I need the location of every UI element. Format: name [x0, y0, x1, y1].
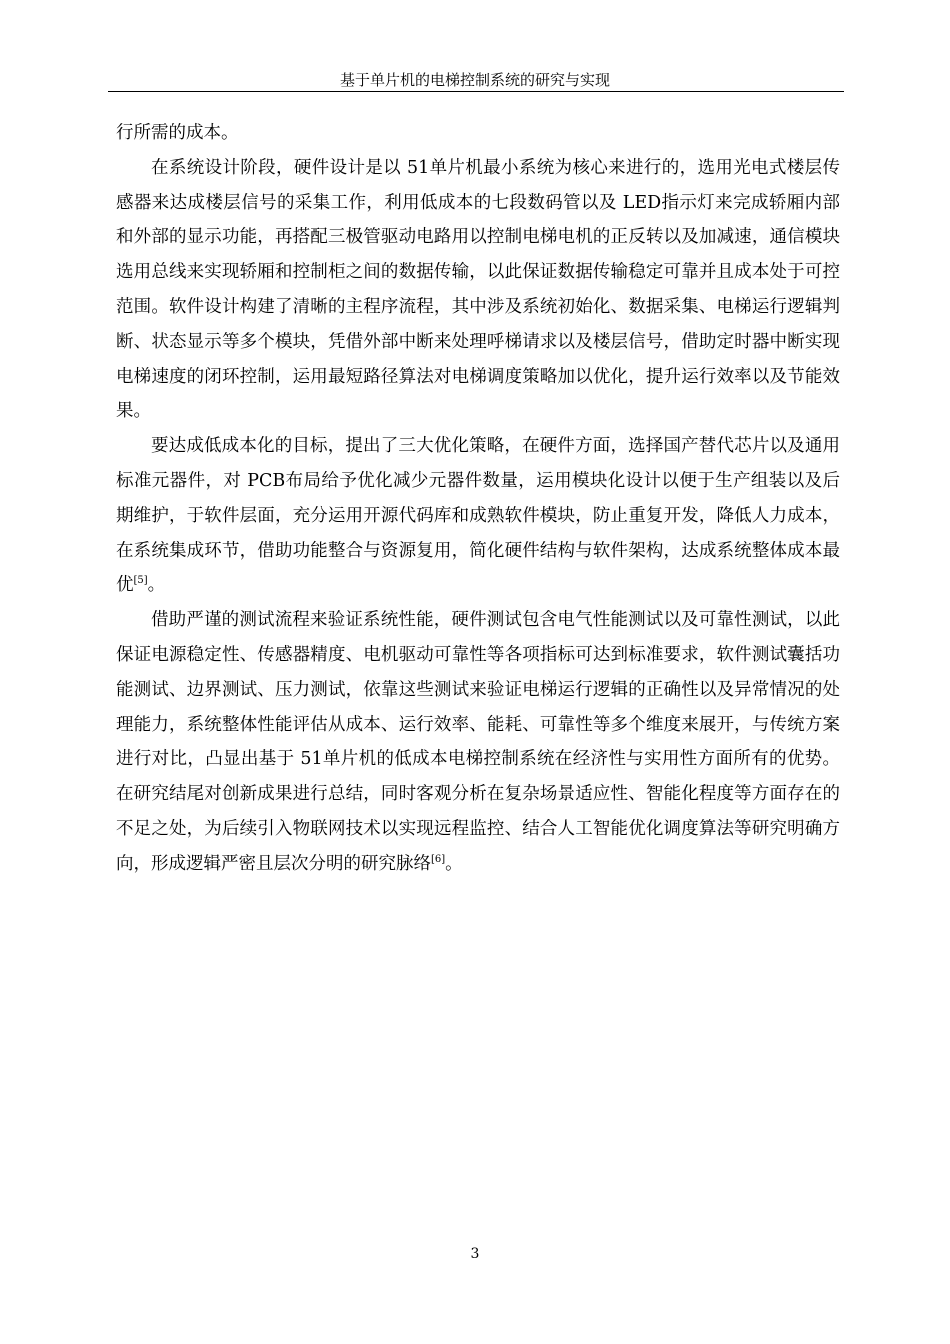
paragraph-cost-strategy — [116, 429, 840, 603]
paragraph-end-punctuation: 。 — [445, 853, 463, 874]
paragraph-system-design — [116, 151, 840, 429]
paragraph-text: 在系统设计阶段，硬件设计是以 51单片机最小系统为核心来进行的，选用光电式楼层传感器来达成楼层信号的采集工作，利用低成本的七段数码管以及 LED指示灯来完成轿厢内部和外部的显示功能，再搭配三极管驱动电路用以控制电梯电机的正反转以及加减速，通信模块选用总线来实现轿厢和控制柜之间的数据传输，以此保证数据传输稳定可靠并且成本处于可控范围。软件设计构建了清晰的主程序流程，其中涉及系统初始化、数据采集、电梯运行逻辑判断、状态显示等多个模块，凭借外部中断来处理呼梯请求以及楼层信号，借助定时器中断实现电梯速度的闭环控制，运用最短路径算法对电梯调度策略加以优化，提升运行效率以及节能效果。 — [116, 157, 840, 422]
paragraph-testing — [116, 603, 840, 881]
paragraph-text: 行所需的成本。 — [116, 123, 239, 143]
paragraph-end-punctuation: 。 — [147, 575, 166, 596]
body-text — [116, 116, 840, 882]
running-header-title: 基于单片机的电梯控制系统的研究与实现 — [339, 71, 610, 89]
header-divider — [108, 91, 844, 92]
paragraph-continuation — [116, 116, 840, 151]
page-number: 3 — [470, 1246, 480, 1262]
paragraph-text: 要达成低成本化的目标，提出了三大优化策略，在硬件方面，选择国产替代芯片以及通用标准元器件，对 PCB布局给予优化减少元器件数量，运用模块化设计以便于生产组装以及后期维护，于软件层面，充分运用开源代码库和成熟软件模块，防止重复开发，降低人力成本，在系统集成环节，借助功能整合与资源复用，简化硬件结构与软件架构，达成系统整体成本最优 — [116, 436, 840, 596]
citation-marker: [5] — [133, 575, 148, 587]
paragraph-text: 借助严谨的测试流程来验证系统性能，硬件测试包含电气性能测试以及可靠性测试，以此保证电源稳定性、传感器精度、电机驱动可靠性等各项指标可达到标准要求，软件测试囊括功能测试、边界测试、压力测试，依靠这些测试来验证电梯运行逻辑的正确性以及异常情况的处理能力，系统整体性能评估从成本、运行效率、能耗、可靠性等多个维度来展开，与传统方案进行对比，凸显出基于 51单片机的低成本电梯控制系统在经济性与实用性方面所有的优势。在研究结尾对创新成果进行总结，同时客观分析在复杂场景适应性、智能化程度等方面存在的不足之处，为后续引入物联网技术以实现远程监控、结合人工智能优化调度算法等研究明确方向，形成逻辑严密且层次分明的研究脉络 — [116, 610, 840, 874]
citation-marker: [6] — [431, 853, 446, 865]
